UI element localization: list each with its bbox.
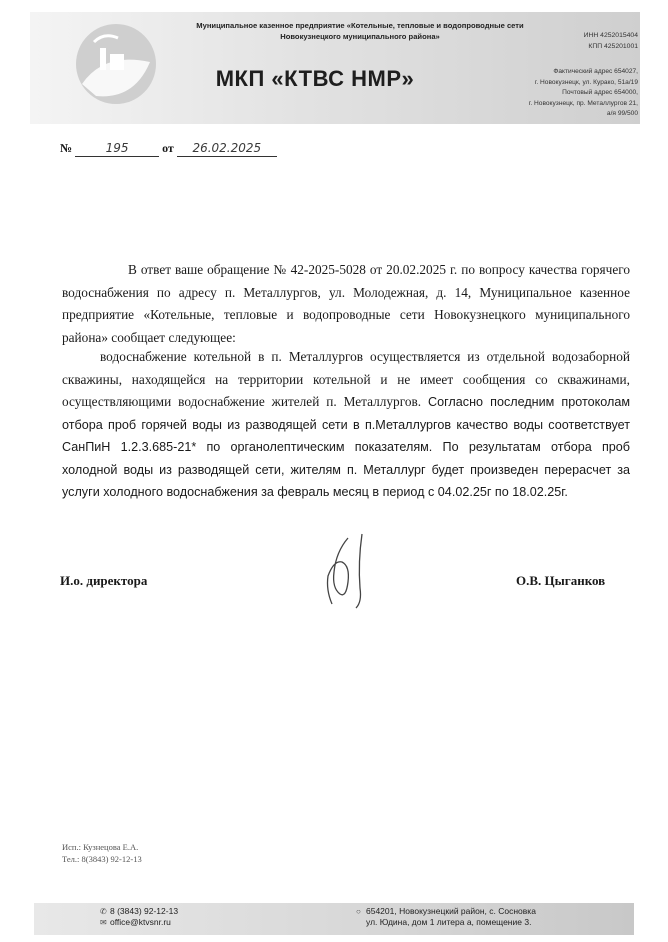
email-icon: ✉: [100, 918, 107, 927]
executor-info: [62, 841, 142, 865]
signatory-role: И.о. директора: [60, 573, 148, 588]
date-label: от: [162, 141, 174, 155]
addr-line: а/я 99/500: [606, 110, 638, 117]
location-icon: ○: [356, 907, 361, 916]
tax-ids: [548, 30, 638, 52]
org-name-line-2: Новокузнецкого муниципального района»: [280, 32, 440, 41]
number-label: №: [60, 141, 73, 155]
footer-email[interactable]: office@ktvsnr.ru: [110, 917, 171, 927]
header-addresses: [478, 67, 638, 120]
inn: ИНН 4252015404: [583, 32, 638, 39]
addr-line: г. Новокузнецк, ул. Курако, 51а/19: [534, 78, 638, 86]
signatory-name: О.В. Цыганков: [516, 573, 606, 588]
kpp: КПП 425201001: [588, 43, 638, 50]
addr-line: Почтовый адрес 654000,: [562, 89, 638, 96]
company-logo: [74, 22, 158, 106]
footer-address-line-2: ул. Юдина, дом 1 литера а, помещение 3.: [366, 917, 532, 927]
footer-address-line-1: 654201, Новокузнецкий район, с. Сосновка: [366, 906, 536, 916]
letter-number-line: [60, 141, 277, 157]
paragraph-intro: В ответ ваше обращение № 42-2025-5028 от 20.02.2025 г. по вопросу качества горячего водоснабжения по адресу п. Металлургов, ул. Молодежная, д. 14, Муниципальное казенное предприятие «Котельные, тепловые и водопроводные сети Новокузнецкого муниципального района» сообщает следующее:: [62, 262, 630, 345]
addr-line: г. Новокузнецк, пр. Металлургов 21,: [528, 99, 638, 107]
footer-contacts: [100, 906, 178, 928]
addr-line: Фактический адрес 654027,: [553, 68, 638, 75]
paragraph-main-part-2: Согласно последним протоколам отбора проб горячей воды из разводящей сети в п.Металлургов качество воды соответствует СанПиН 1.2.3.685-21* по органолептическим показателям. По результатам отбора проб холодной воды из разводящей сети, жителям п. Металлург будет произведен перерасчет за услуги холодного водоснабжения за февраль месяц в период с 04.02.25г по 18.02.25г.: [62, 395, 630, 499]
letter-number: 195: [105, 141, 129, 155]
organization-full-name: [190, 20, 530, 42]
letter-date: 26.02.2025: [192, 141, 262, 155]
phone-icon: ✆: [100, 907, 107, 916]
org-name-line-1: Муниципальное казенное предприятие «Котельные, тепловые и водопроводные сети: [196, 21, 524, 30]
footer-phone: 8 (3843) 92-12-13: [110, 906, 179, 916]
handwritten-signature: [318, 532, 378, 612]
executor-name: Исп.: Кузнецова Е.А.: [62, 842, 139, 852]
paragraph-main-part-1: водоснабжение котельной в п. Металлургов осуществляется из отдельной водозаборной скважины, находящейся на территории котельной и не имеет сообщения со скважинами, осуществляющими водоснабжение жителей п. Металлургов.: [62, 349, 630, 409]
footer-address: [356, 906, 606, 928]
executor-phone: Тел.: 8(3843) 92-12-13: [62, 854, 142, 864]
brand-title: МКП «КТВС НМР»: [215, 66, 415, 91]
paragraph-main: [62, 346, 630, 504]
